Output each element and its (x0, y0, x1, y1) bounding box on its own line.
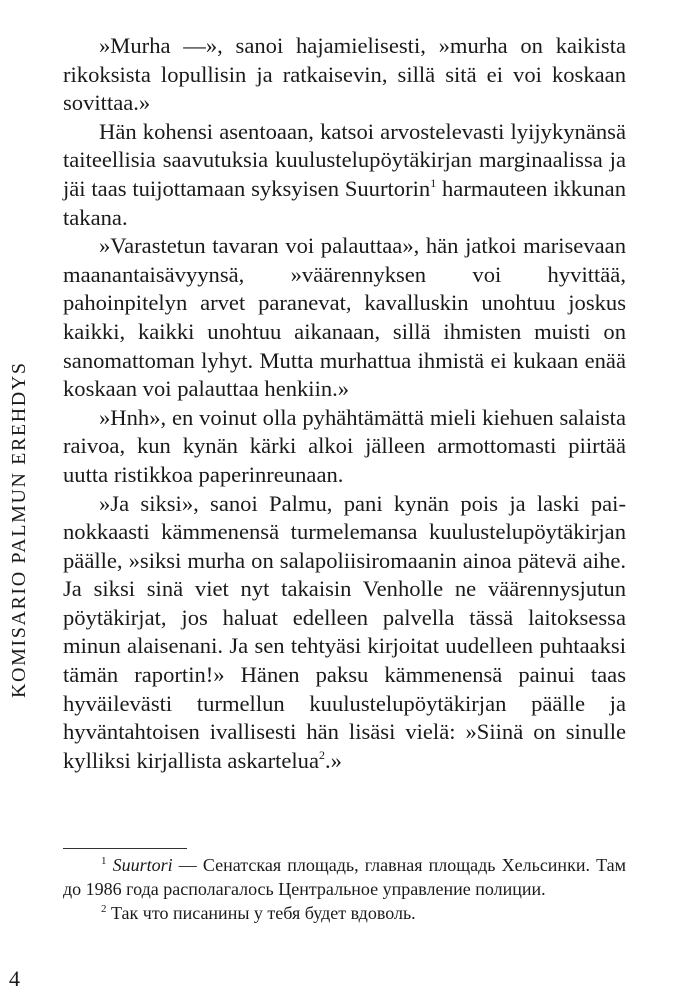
paragraph-2 (63, 118, 626, 232)
paragraph-5 (63, 490, 626, 776)
footnote-text-1: — Сенатская площадь, главная площадь Хельсинки. Там до 1986 года располагалось Центральное управление полиции. (63, 855, 627, 899)
paragraph-2-text: Hän kohensi asentoaan, katsoi arvostelevasti lyijykynänsä taiteellisia saavutuksia kuulustelupöytäkirjan marginaalissa ja jäi taas tuijottamaan syksyisen Suurtorin (63, 118, 626, 201)
footnote-marker-2: 2 (101, 903, 107, 915)
paragraph-5-text: »Ja siksi», sanoi Palmu, pani kynän pois ja laski painokkaasti kämmenensä turmelemansa kuulustelupöytäkirjan päälle, »siksi murha on salapoliisiromaanin ainoa pätevä aihe. Ja siksi sinä viet nyt takaisin Venholle ne väärennysjutun pöytäkirjat, jos haluat edelleen palvella tässä laitoksessa minun alaisenani. Ja sen tehtyäsi kirjoitat uudelleen puhtaaksi tämän raportin!» Hänen paksu kämmenensä painui taas hyväilevästi turmellun kuulustelupöytäkirjan päälle ja hyväntahtoisen ivallisesti hän lisäsi vielä: »Siinä on sinulle kylliksi kirjallista askartelua (63, 490, 626, 773)
footnote-ref-2[interactable]: 2 (319, 747, 325, 762)
footnote-marker-1: 1 (101, 855, 107, 867)
footnote-2 (63, 901, 626, 925)
running-head: KOMISARIO PALMUN EREHDYS (8, 361, 30, 698)
paragraph-4: »Hnh», en voinut olla pyhähtämättä mieli kiehuen salaista raivoa, kun kynän kärki alkoi jälleen armottomasti piirtää uutta ristikkoa paperinreunaan. (63, 404, 626, 487)
footnote-text-2: Так что писанины у тебя будет вдоволь. (106, 903, 416, 923)
footnotes (63, 853, 626, 925)
main-text (63, 32, 626, 775)
page-number: 4 (9, 966, 20, 991)
footnote-divider (63, 848, 187, 849)
paragraph-1: »Murha —», sanoi hajamielisesti, »murha on kaikista rikoksista lopullisin ja ratkaisevin, sillä sitä ei voi koskaan sovittaa.» (63, 33, 626, 116)
paragraph-5-tail: .» (325, 747, 342, 773)
footnote-ref-1[interactable]: 1 (430, 175, 437, 190)
paragraph-2-tail: harmauteen ikkunan takana. (63, 175, 627, 230)
paragraph-3: »Varastetun tavaran voi palauttaa», hän jatkoi marisevaan maanantaisävyynsä, »väärennyksen voi hyvittää, pahoinpitelyn arvet paranevat, kavalluskin unohtuu joskus kaikki, kaikki unohtuu aikanaan, sillä ihmisten muisti on sanomattoman lyhyt. Mutta murhattua ihmistä ei kukaan enää koskaan voi palauttaa henkiin.» (63, 233, 626, 402)
footnote-term-1: Suurtori (112, 855, 173, 875)
footnote-1 (63, 853, 626, 901)
